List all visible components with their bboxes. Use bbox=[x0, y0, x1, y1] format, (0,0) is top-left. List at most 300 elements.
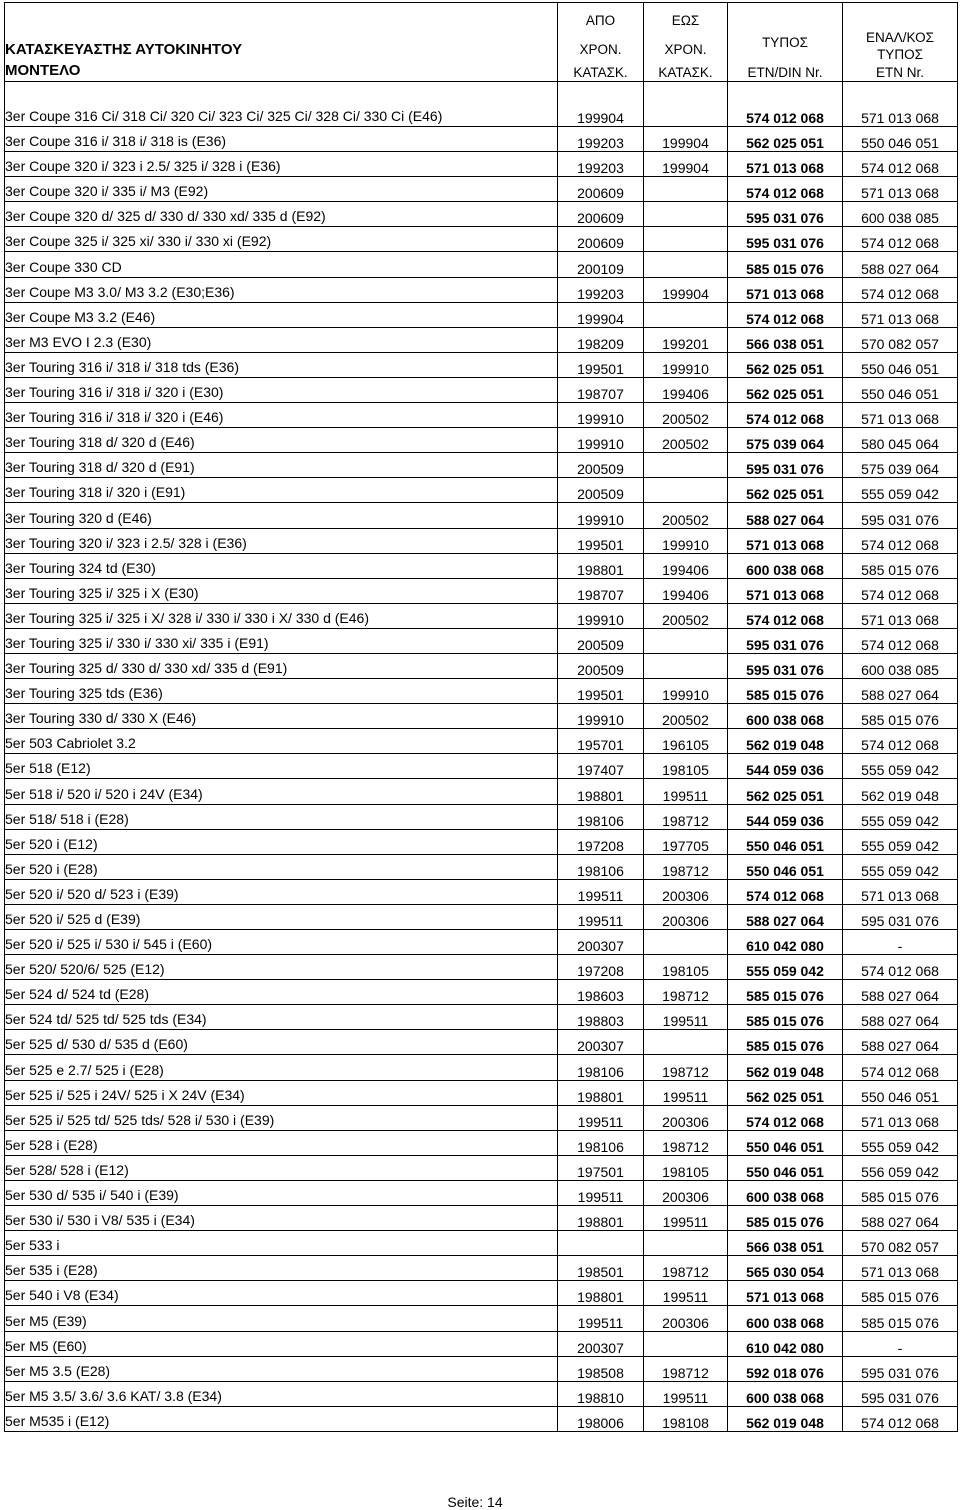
alt-etn-number-cell: 571 013 068 bbox=[843, 603, 958, 628]
model-cell: 3er Coupe M3 3.2 (E46) bbox=[5, 302, 558, 327]
etn-number-cell: 585 015 076 bbox=[728, 1030, 843, 1055]
table-row bbox=[5, 854, 958, 879]
etn-number-cell: 585 015 076 bbox=[728, 1005, 843, 1030]
to-year-cell: 199910 bbox=[644, 352, 728, 377]
etn-number-cell: 574 012 068 bbox=[728, 82, 843, 127]
etn-number-cell: 588 027 064 bbox=[728, 904, 843, 929]
from-year-cell: 199511 bbox=[558, 904, 644, 929]
alt-etn-number-cell: 574 012 068 bbox=[843, 1055, 958, 1080]
alt-etn-number-cell: 595 031 076 bbox=[843, 1356, 958, 1381]
table-row bbox=[5, 1406, 958, 1431]
table-row bbox=[5, 1381, 958, 1406]
alt-etn-number-cell: 574 012 068 bbox=[843, 227, 958, 252]
from-year-cell: 198803 bbox=[558, 1005, 644, 1030]
from-year-cell: 199511 bbox=[558, 1180, 644, 1205]
model-cell: 5er 518 i/ 520 i/ 520 i 24V (E34) bbox=[5, 779, 558, 804]
to-year-cell: 198712 bbox=[644, 1055, 728, 1080]
alt-etn-number-cell: 574 012 068 bbox=[843, 729, 958, 754]
header-to-label: ΧΡΟΝ. bbox=[664, 42, 707, 57]
table-row bbox=[5, 453, 958, 478]
to-year-cell: 199201 bbox=[644, 327, 728, 352]
table-row bbox=[5, 1105, 958, 1130]
table-row bbox=[5, 1005, 958, 1030]
from-year-cell: 199904 bbox=[558, 82, 644, 127]
model-cell: 5er 503 Cabriolet 3.2 bbox=[5, 729, 558, 754]
parts-table bbox=[4, 2, 958, 1432]
etn-number-cell: 610 042 080 bbox=[728, 1331, 843, 1356]
alt-etn-number-cell: 585 015 076 bbox=[843, 704, 958, 729]
table-row bbox=[5, 152, 958, 177]
alt-etn-number-cell: 571 013 068 bbox=[843, 82, 958, 127]
model-cell: 3er Coupe 320 d/ 325 d/ 330 d/ 330 xd/ 335 d (E92) bbox=[5, 202, 558, 227]
etn-number-cell: 610 042 080 bbox=[728, 930, 843, 955]
from-year-cell: 198801 bbox=[558, 1281, 644, 1306]
model-cell: 5er 525 i/ 525 td/ 525 tds/ 528 i/ 530 i (E39) bbox=[5, 1105, 558, 1130]
model-cell: 3er Touring 325 i/ 330 i/ 330 xi/ 335 i (E91) bbox=[5, 628, 558, 653]
alt-etn-number-cell: 555 059 042 bbox=[843, 754, 958, 779]
to-year-cell: 199511 bbox=[644, 779, 728, 804]
alt-etn-number-cell: 574 012 068 bbox=[843, 578, 958, 603]
from-year-cell: 198501 bbox=[558, 1256, 644, 1281]
table-row bbox=[5, 1080, 958, 1105]
model-cell: 5er M5 3.5/ 3.6/ 3.6 KAT/ 3.8 (E34) bbox=[5, 1381, 558, 1406]
table-row bbox=[5, 177, 958, 202]
alt-etn-number-cell: 555 059 042 bbox=[843, 854, 958, 879]
table-row bbox=[5, 352, 958, 377]
model-cell: 3er Coupe 316 i/ 318 i/ 318 is (E36) bbox=[5, 127, 558, 152]
etn-number-cell: 585 015 076 bbox=[728, 980, 843, 1005]
from-year-cell bbox=[558, 1231, 644, 1256]
table-row bbox=[5, 578, 958, 603]
alt-etn-number-cell: 550 046 051 bbox=[843, 1080, 958, 1105]
etn-number-cell: 574 012 068 bbox=[728, 603, 843, 628]
table-row bbox=[5, 704, 958, 729]
alt-etn-number-cell: 588 027 064 bbox=[843, 980, 958, 1005]
etn-number-cell: 566 038 051 bbox=[728, 1231, 843, 1256]
table-header bbox=[5, 3, 958, 82]
alt-etn-number-cell: 585 015 076 bbox=[843, 1306, 958, 1331]
table-row bbox=[5, 1356, 958, 1381]
model-cell: 5er M5 (E39) bbox=[5, 1306, 558, 1331]
to-year-cell: 198712 bbox=[644, 1130, 728, 1155]
etn-number-cell: 600 038 068 bbox=[728, 704, 843, 729]
etn-number-cell: 585 015 076 bbox=[728, 1206, 843, 1231]
to-year-cell: 198712 bbox=[644, 980, 728, 1005]
table-row bbox=[5, 1256, 958, 1281]
header-alt-label: ETN Nr. bbox=[875, 64, 924, 80]
model-cell: 5er 528/ 528 i (E12) bbox=[5, 1155, 558, 1180]
model-cell: 5er 520/ 520/6/ 525 (E12) bbox=[5, 955, 558, 980]
to-year-cell: 196105 bbox=[644, 729, 728, 754]
table-row bbox=[5, 503, 958, 528]
header-to-label: ΚΑΤΑΣΚ. bbox=[658, 64, 713, 80]
to-year-cell: 199406 bbox=[644, 377, 728, 402]
alt-etn-number-cell: 585 015 076 bbox=[843, 1180, 958, 1205]
alt-etn-number-cell: 574 012 068 bbox=[843, 628, 958, 653]
alt-etn-number-cell: 580 045 064 bbox=[843, 428, 958, 453]
from-year-cell: 200509 bbox=[558, 453, 644, 478]
table-body bbox=[5, 82, 958, 1432]
from-year-cell: 200509 bbox=[558, 653, 644, 678]
etn-number-cell: 544 059 036 bbox=[728, 804, 843, 829]
etn-number-cell: 595 031 076 bbox=[728, 453, 843, 478]
header-title-line2: ΜΟΝΤΕΛΟ bbox=[5, 62, 81, 79]
header-from-label: ΧΡΟΝ. bbox=[579, 42, 622, 57]
alt-etn-number-cell: 556 059 042 bbox=[843, 1155, 958, 1180]
alt-etn-number-cell: 588 027 064 bbox=[843, 1206, 958, 1231]
table-row bbox=[5, 478, 958, 503]
table-row bbox=[5, 1231, 958, 1256]
alt-etn-number-cell: 574 012 068 bbox=[843, 955, 958, 980]
table-row bbox=[5, 804, 958, 829]
model-cell: 5er 535 i (E28) bbox=[5, 1256, 558, 1281]
table-row bbox=[5, 980, 958, 1005]
alt-etn-number-cell: - bbox=[843, 930, 958, 955]
model-cell: 3er Coupe 320 i/ 323 i 2.5/ 325 i/ 328 i (E36) bbox=[5, 152, 558, 177]
etn-number-cell: 585 015 076 bbox=[728, 679, 843, 704]
from-year-cell: 200609 bbox=[558, 227, 644, 252]
model-cell: 3er Touring 318 d/ 320 d (E46) bbox=[5, 428, 558, 453]
to-year-cell: 199406 bbox=[644, 553, 728, 578]
table-row bbox=[5, 930, 958, 955]
page-footer bbox=[0, 1494, 950, 1510]
alt-etn-number-cell: 575 039 064 bbox=[843, 453, 958, 478]
from-year-cell: 197208 bbox=[558, 829, 644, 854]
table-row bbox=[5, 428, 958, 453]
from-year-cell: 199511 bbox=[558, 879, 644, 904]
header-to-year bbox=[644, 3, 728, 82]
alt-etn-number-cell: - bbox=[843, 1331, 958, 1356]
to-year-cell: 198105 bbox=[644, 1155, 728, 1180]
alt-etn-number-cell: 595 031 076 bbox=[843, 1381, 958, 1406]
to-year-cell: 200502 bbox=[644, 403, 728, 428]
from-year-cell: 199904 bbox=[558, 302, 644, 327]
alt-etn-number-cell: 550 046 051 bbox=[843, 352, 958, 377]
from-year-cell: 198810 bbox=[558, 1381, 644, 1406]
table-row bbox=[5, 227, 958, 252]
to-year-cell: 200502 bbox=[644, 428, 728, 453]
header-alternative-type bbox=[843, 3, 958, 82]
from-year-cell: 198006 bbox=[558, 1406, 644, 1431]
to-year-cell: 200306 bbox=[644, 1306, 728, 1331]
model-cell: 5er 530 d/ 535 i/ 540 i (E39) bbox=[5, 1180, 558, 1205]
header-type-label: ETN/DIN Nr. bbox=[747, 64, 823, 80]
header-alt-label: ΕΝΑΛ/ΚΟΣ bbox=[866, 29, 934, 45]
to-year-cell bbox=[644, 453, 728, 478]
from-year-cell: 199203 bbox=[558, 152, 644, 177]
to-year-cell bbox=[644, 227, 728, 252]
etn-number-cell: 588 027 064 bbox=[728, 503, 843, 528]
from-year-cell: 199910 bbox=[558, 403, 644, 428]
etn-number-cell: 600 038 068 bbox=[728, 1180, 843, 1205]
etn-number-cell: 585 015 076 bbox=[728, 252, 843, 277]
from-year-cell: 199501 bbox=[558, 679, 644, 704]
etn-number-cell: 574 012 068 bbox=[728, 403, 843, 428]
to-year-cell: 198712 bbox=[644, 804, 728, 829]
etn-number-cell: 555 059 042 bbox=[728, 955, 843, 980]
to-year-cell: 200306 bbox=[644, 904, 728, 929]
header-from-year bbox=[558, 3, 644, 82]
table-row bbox=[5, 528, 958, 553]
table-row bbox=[5, 955, 958, 980]
to-year-cell: 198712 bbox=[644, 1256, 728, 1281]
table-row bbox=[5, 403, 958, 428]
etn-number-cell: 595 031 076 bbox=[728, 628, 843, 653]
to-year-cell: 200306 bbox=[644, 1180, 728, 1205]
model-cell: 5er 520 i (E12) bbox=[5, 829, 558, 854]
model-cell: 3er Touring 325 tds (E36) bbox=[5, 679, 558, 704]
table-row bbox=[5, 653, 958, 678]
etn-number-cell: 571 013 068 bbox=[728, 1281, 843, 1306]
table-row bbox=[5, 754, 958, 779]
etn-number-cell: 595 031 076 bbox=[728, 653, 843, 678]
alt-etn-number-cell: 585 015 076 bbox=[843, 1281, 958, 1306]
to-year-cell: 199904 bbox=[644, 127, 728, 152]
alt-etn-number-cell: 571 013 068 bbox=[843, 403, 958, 428]
alt-etn-number-cell: 571 013 068 bbox=[843, 177, 958, 202]
to-year-cell: 199511 bbox=[644, 1080, 728, 1105]
from-year-cell: 200609 bbox=[558, 202, 644, 227]
header-type bbox=[728, 3, 843, 82]
model-cell: 5er M5 3.5 (E28) bbox=[5, 1356, 558, 1381]
table-row bbox=[5, 82, 958, 127]
to-year-cell: 199910 bbox=[644, 528, 728, 553]
etn-number-cell: 550 046 051 bbox=[728, 1155, 843, 1180]
alt-etn-number-cell: 600 038 085 bbox=[843, 653, 958, 678]
from-year-cell: 200509 bbox=[558, 478, 644, 503]
model-cell: 5er M5 (E60) bbox=[5, 1331, 558, 1356]
to-year-cell bbox=[644, 202, 728, 227]
etn-number-cell: 562 019 048 bbox=[728, 729, 843, 754]
model-cell: 3er Coupe 320 i/ 335 i/ M3 (E92) bbox=[5, 177, 558, 202]
from-year-cell: 200509 bbox=[558, 628, 644, 653]
table-row bbox=[5, 1155, 958, 1180]
etn-number-cell: 544 059 036 bbox=[728, 754, 843, 779]
from-year-cell: 199501 bbox=[558, 528, 644, 553]
to-year-cell: 200502 bbox=[644, 503, 728, 528]
model-cell: 3er Touring 318 d/ 320 d (E91) bbox=[5, 453, 558, 478]
etn-number-cell: 574 012 068 bbox=[728, 302, 843, 327]
to-year-cell bbox=[644, 930, 728, 955]
from-year-cell: 198106 bbox=[558, 854, 644, 879]
to-year-cell bbox=[644, 302, 728, 327]
to-year-cell bbox=[644, 653, 728, 678]
table-row bbox=[5, 377, 958, 402]
from-year-cell: 199501 bbox=[558, 352, 644, 377]
to-year-cell: 199904 bbox=[644, 277, 728, 302]
to-year-cell bbox=[644, 177, 728, 202]
model-cell: 5er 520 i/ 525 d (E39) bbox=[5, 904, 558, 929]
table-row bbox=[5, 829, 958, 854]
header-alt-label: ΤΥΠΟΣ bbox=[877, 47, 923, 62]
from-year-cell: 200307 bbox=[558, 1030, 644, 1055]
model-cell: 3er Touring 318 i/ 320 i (E91) bbox=[5, 478, 558, 503]
to-year-cell: 197705 bbox=[644, 829, 728, 854]
model-cell: 3er Touring 330 d/ 330 X (E46) bbox=[5, 704, 558, 729]
etn-number-cell: 574 012 068 bbox=[728, 177, 843, 202]
from-year-cell: 197501 bbox=[558, 1155, 644, 1180]
model-cell: 5er 540 i V8 (E34) bbox=[5, 1281, 558, 1306]
table-row bbox=[5, 553, 958, 578]
etn-number-cell: 566 038 051 bbox=[728, 327, 843, 352]
etn-number-cell: 571 013 068 bbox=[728, 277, 843, 302]
table-row bbox=[5, 127, 958, 152]
table-row bbox=[5, 202, 958, 227]
header-title-line1: ΚΑΤΑΣΚΕΥΑΣΤΗΣ ΑΥΤΟΚΙΝΗΤΟΥ bbox=[5, 41, 243, 58]
table-row bbox=[5, 1306, 958, 1331]
model-cell: 3er Touring 320 i/ 323 i 2.5/ 328 i (E36) bbox=[5, 528, 558, 553]
table-row bbox=[5, 1180, 958, 1205]
table-row bbox=[5, 779, 958, 804]
model-cell: 3er Coupe 316 Ci/ 318 Ci/ 320 Ci/ 323 Ci/ 325 Ci/ 328 Ci/ 330 Ci (E46) bbox=[5, 82, 558, 127]
from-year-cell: 198106 bbox=[558, 1055, 644, 1080]
alt-etn-number-cell: 570 082 057 bbox=[843, 327, 958, 352]
to-year-cell: 198712 bbox=[644, 1356, 728, 1381]
alt-etn-number-cell: 571 013 068 bbox=[843, 1256, 958, 1281]
to-year-cell: 200306 bbox=[644, 1105, 728, 1130]
model-cell: 3er Coupe 330 CD bbox=[5, 252, 558, 277]
etn-number-cell: 595 031 076 bbox=[728, 202, 843, 227]
from-year-cell: 200307 bbox=[558, 930, 644, 955]
alt-etn-number-cell: 571 013 068 bbox=[843, 879, 958, 904]
to-year-cell bbox=[644, 1231, 728, 1256]
etn-number-cell: 562 025 051 bbox=[728, 127, 843, 152]
model-cell: 3er Coupe M3 3.0/ M3 3.2 (E30;E36) bbox=[5, 277, 558, 302]
alt-etn-number-cell: 588 027 064 bbox=[843, 252, 958, 277]
alt-etn-number-cell: 588 027 064 bbox=[843, 679, 958, 704]
etn-number-cell: 571 013 068 bbox=[728, 152, 843, 177]
from-year-cell: 199203 bbox=[558, 127, 644, 152]
from-year-cell: 199910 bbox=[558, 603, 644, 628]
alt-etn-number-cell: 562 019 048 bbox=[843, 779, 958, 804]
to-year-cell: 199406 bbox=[644, 578, 728, 603]
from-year-cell: 200609 bbox=[558, 177, 644, 202]
to-year-cell bbox=[644, 628, 728, 653]
to-year-cell: 198712 bbox=[644, 854, 728, 879]
etn-number-cell: 571 013 068 bbox=[728, 528, 843, 553]
model-cell: 5er M535 i (E12) bbox=[5, 1406, 558, 1431]
table-row bbox=[5, 1331, 958, 1356]
alt-etn-number-cell: 555 059 042 bbox=[843, 804, 958, 829]
alt-etn-number-cell: 555 059 042 bbox=[843, 478, 958, 503]
etn-number-cell: 562 025 051 bbox=[728, 1080, 843, 1105]
header-from-label: ΑΠΟ bbox=[585, 12, 616, 28]
from-year-cell: 199910 bbox=[558, 428, 644, 453]
model-cell: 5er 520 i/ 520 d/ 523 i (E39) bbox=[5, 879, 558, 904]
from-year-cell: 198707 bbox=[558, 578, 644, 603]
alt-etn-number-cell: 550 046 051 bbox=[843, 377, 958, 402]
from-year-cell: 198106 bbox=[558, 804, 644, 829]
from-year-cell: 200109 bbox=[558, 252, 644, 277]
alt-etn-number-cell: 550 046 051 bbox=[843, 127, 958, 152]
table-row bbox=[5, 729, 958, 754]
model-cell: 5er 525 d/ 530 d/ 535 d (E60) bbox=[5, 1030, 558, 1055]
to-year-cell: 199511 bbox=[644, 1281, 728, 1306]
etn-number-cell: 562 019 048 bbox=[728, 1055, 843, 1080]
etn-number-cell: 562 019 048 bbox=[728, 1406, 843, 1431]
model-cell: 5er 520 i/ 525 i/ 530 i/ 545 i (E60) bbox=[5, 930, 558, 955]
etn-number-cell: 595 031 076 bbox=[728, 227, 843, 252]
model-cell: 5er 520 i (E28) bbox=[5, 854, 558, 879]
table-row bbox=[5, 1206, 958, 1231]
etn-number-cell: 600 038 068 bbox=[728, 1306, 843, 1331]
alt-etn-number-cell: 555 059 042 bbox=[843, 1130, 958, 1155]
to-year-cell: 199511 bbox=[644, 1206, 728, 1231]
from-year-cell: 199910 bbox=[558, 704, 644, 729]
etn-number-cell: 571 013 068 bbox=[728, 578, 843, 603]
alt-etn-number-cell: 570 082 057 bbox=[843, 1231, 958, 1256]
to-year-cell bbox=[644, 478, 728, 503]
model-cell: 3er M3 EVO I 2.3 (E30) bbox=[5, 327, 558, 352]
alt-etn-number-cell: 574 012 068 bbox=[843, 277, 958, 302]
to-year-cell bbox=[644, 252, 728, 277]
etn-number-cell: 562 025 051 bbox=[728, 352, 843, 377]
header-from-label: ΚΑΤΑΣΚ. bbox=[573, 64, 628, 80]
from-year-cell: 198801 bbox=[558, 1080, 644, 1105]
to-year-cell: 199511 bbox=[644, 1381, 728, 1406]
model-cell: 5er 525 i/ 525 i 24V/ 525 i X 24V (E34) bbox=[5, 1080, 558, 1105]
header-manufacturer-model bbox=[5, 3, 558, 82]
table-row bbox=[5, 904, 958, 929]
to-year-cell: 198105 bbox=[644, 754, 728, 779]
to-year-cell: 199511 bbox=[644, 1005, 728, 1030]
etn-number-cell: 562 025 051 bbox=[728, 377, 843, 402]
to-year-cell: 200306 bbox=[644, 879, 728, 904]
etn-number-cell: 600 038 068 bbox=[728, 553, 843, 578]
alt-etn-number-cell: 574 012 068 bbox=[843, 1406, 958, 1431]
table-row bbox=[5, 679, 958, 704]
alt-etn-number-cell: 571 013 068 bbox=[843, 1105, 958, 1130]
model-cell: 3er Touring 316 i/ 318 i/ 320 i (E30) bbox=[5, 377, 558, 402]
from-year-cell: 199511 bbox=[558, 1105, 644, 1130]
to-year-cell: 200502 bbox=[644, 603, 728, 628]
to-year-cell: 199910 bbox=[644, 679, 728, 704]
model-cell: 5er 524 d/ 524 td (E28) bbox=[5, 980, 558, 1005]
model-cell: 5er 528 i (E28) bbox=[5, 1130, 558, 1155]
header-to-label: ΕΩΣ bbox=[671, 12, 700, 28]
table-row bbox=[5, 628, 958, 653]
to-year-cell: 198108 bbox=[644, 1406, 728, 1431]
alt-etn-number-cell: 585 015 076 bbox=[843, 553, 958, 578]
from-year-cell: 200307 bbox=[558, 1331, 644, 1356]
etn-number-cell: 574 012 068 bbox=[728, 1105, 843, 1130]
etn-number-cell: 562 025 051 bbox=[728, 779, 843, 804]
from-year-cell: 198707 bbox=[558, 377, 644, 402]
to-year-cell: 199904 bbox=[644, 152, 728, 177]
etn-number-cell: 600 038 068 bbox=[728, 1381, 843, 1406]
alt-etn-number-cell: 588 027 064 bbox=[843, 1030, 958, 1055]
etn-number-cell: 574 012 068 bbox=[728, 879, 843, 904]
from-year-cell: 198801 bbox=[558, 779, 644, 804]
table-row bbox=[5, 302, 958, 327]
model-cell: 3er Touring 325 i/ 325 i X (E30) bbox=[5, 578, 558, 603]
model-cell: 3er Touring 316 i/ 318 i/ 320 i (E46) bbox=[5, 403, 558, 428]
etn-number-cell: 550 046 051 bbox=[728, 829, 843, 854]
model-cell: 3er Touring 325 i/ 325 i X/ 328 i/ 330 i/ 330 i X/ 330 d (E46) bbox=[5, 603, 558, 628]
table-row bbox=[5, 1281, 958, 1306]
from-year-cell: 198603 bbox=[558, 980, 644, 1005]
model-cell: 5er 518 (E12) bbox=[5, 754, 558, 779]
model-cell: 3er Touring 316 i/ 318 i/ 318 tds (E36) bbox=[5, 352, 558, 377]
etn-number-cell: 592 018 076 bbox=[728, 1356, 843, 1381]
table-row bbox=[5, 879, 958, 904]
alt-etn-number-cell: 574 012 068 bbox=[843, 152, 958, 177]
etn-number-cell: 562 025 051 bbox=[728, 478, 843, 503]
table-row bbox=[5, 603, 958, 628]
alt-etn-number-cell: 588 027 064 bbox=[843, 1005, 958, 1030]
alt-etn-number-cell: 595 031 076 bbox=[843, 904, 958, 929]
from-year-cell: 198106 bbox=[558, 1130, 644, 1155]
